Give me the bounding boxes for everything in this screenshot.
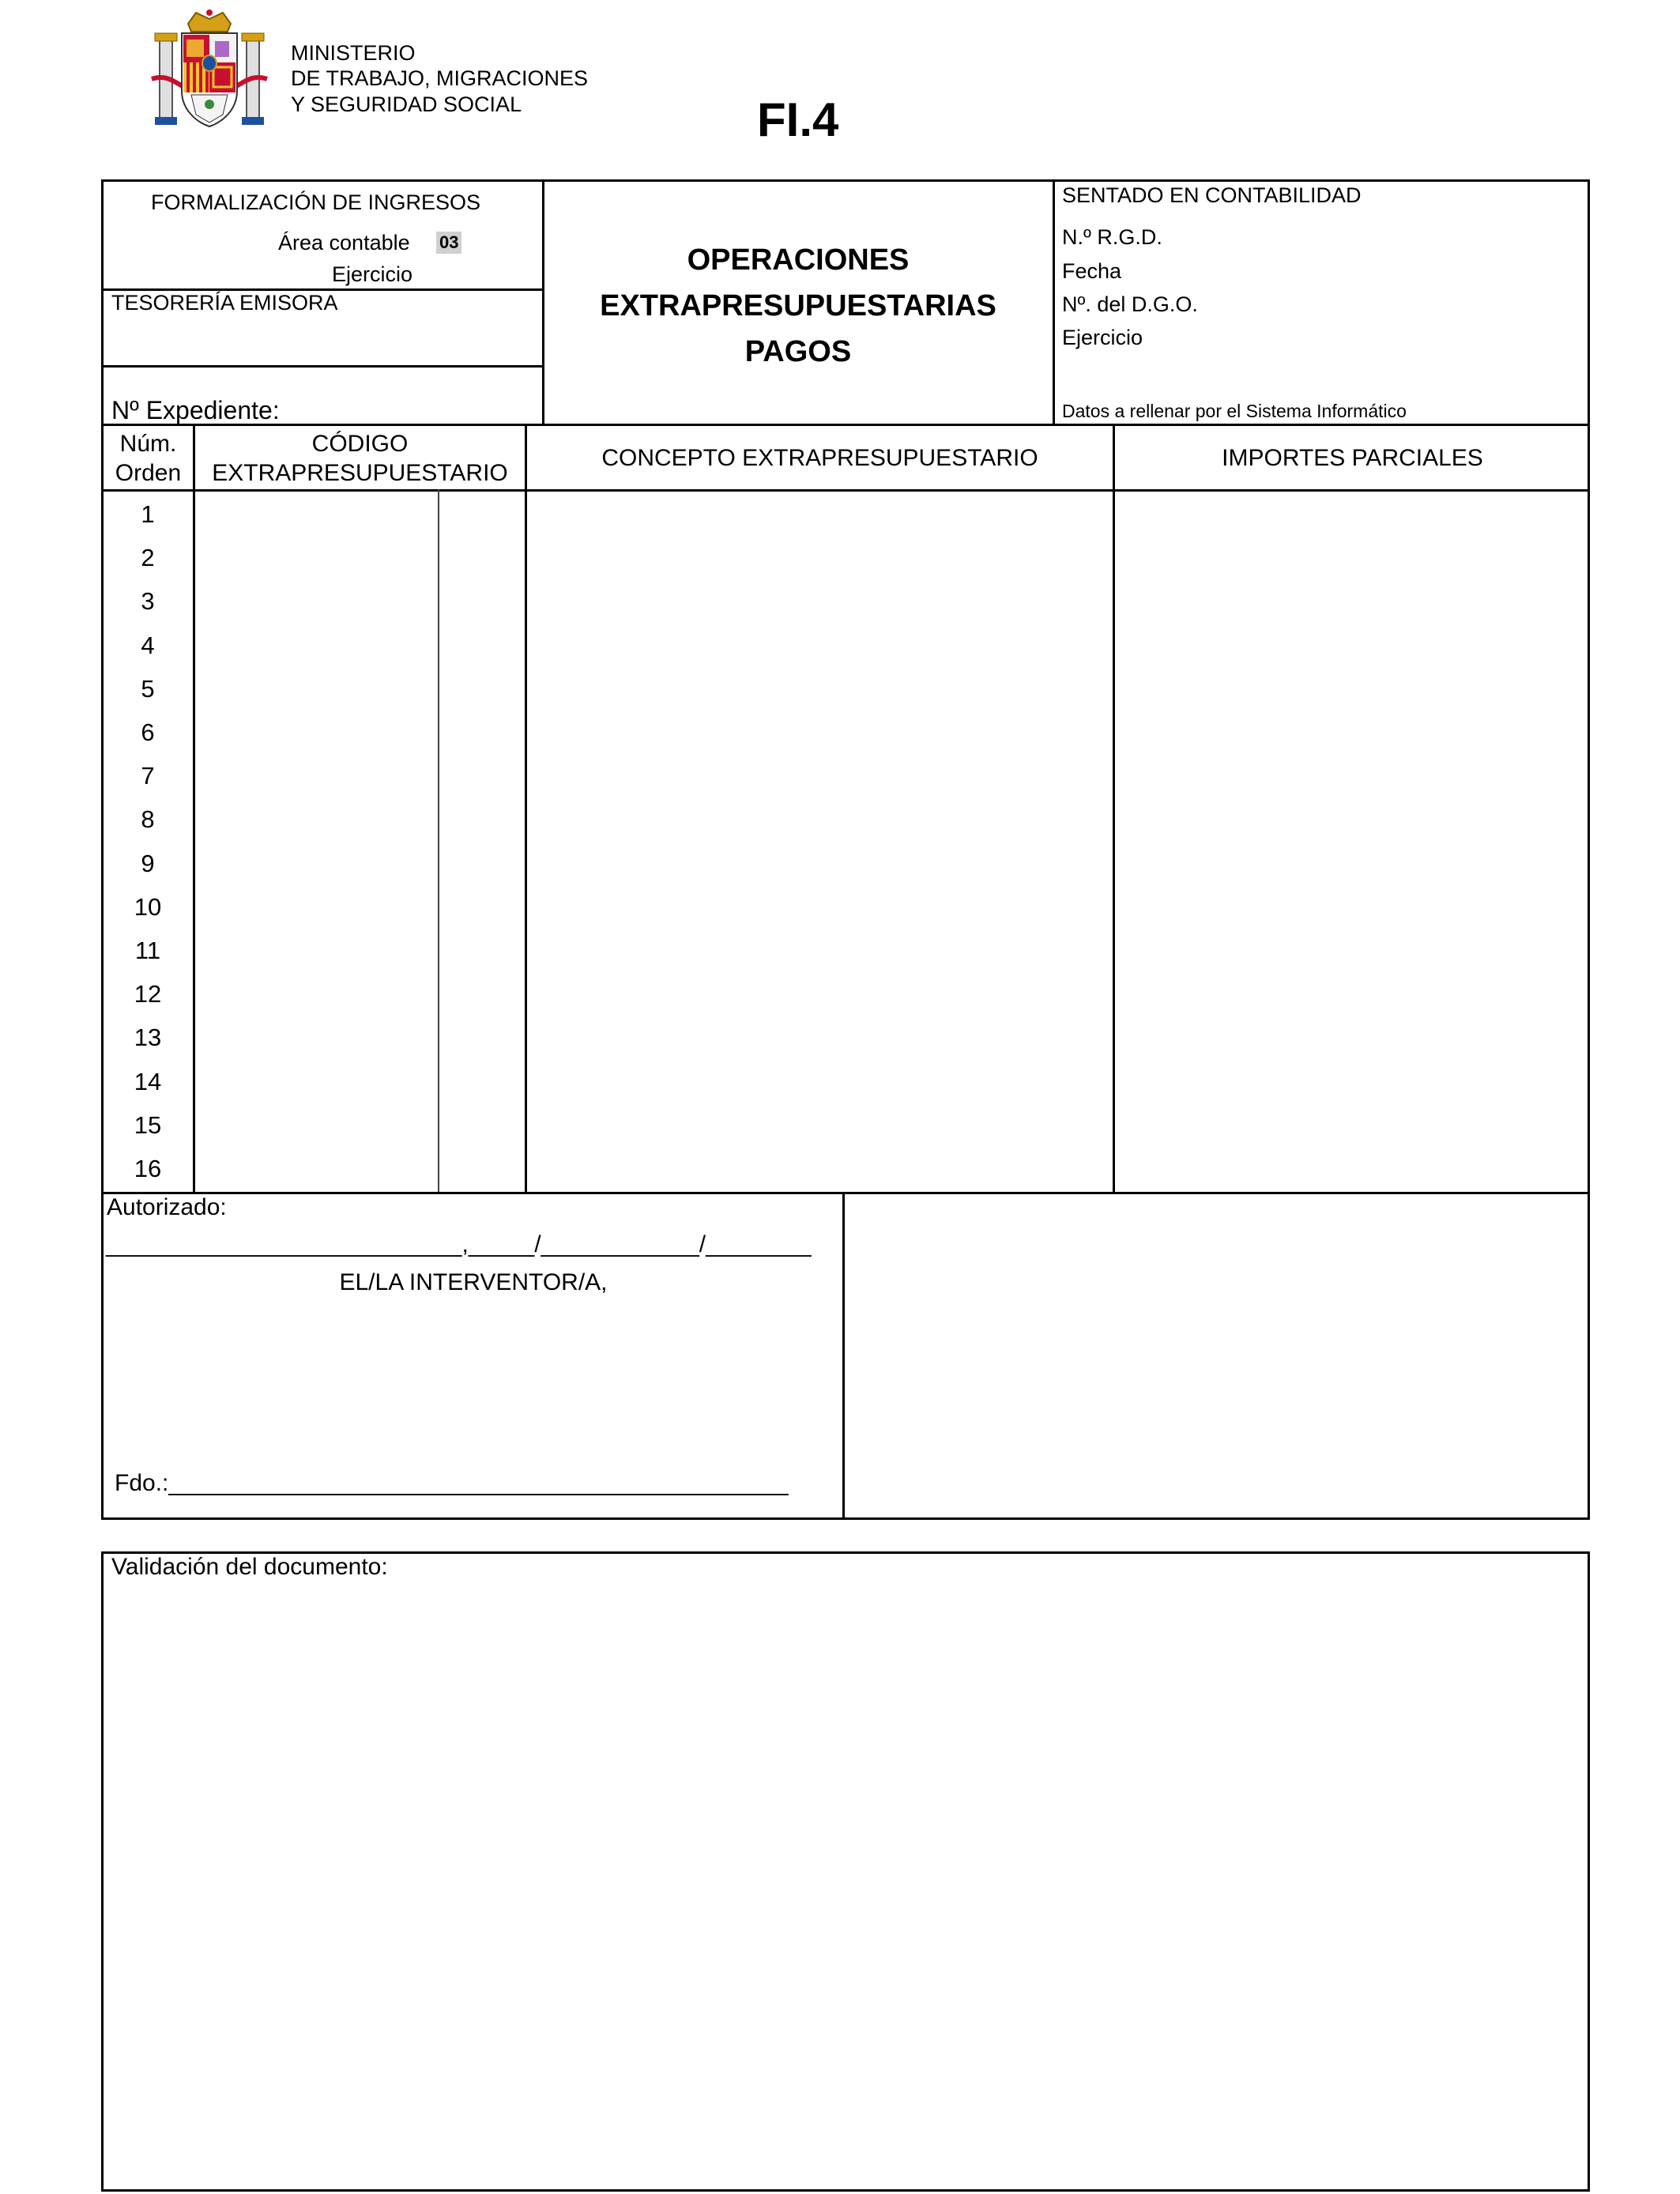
expediente-label: Nº Expediente:: [111, 396, 280, 424]
table-row-number: 12: [134, 980, 162, 1008]
title-line-2: EXTRAPRESUPUESTARIAS: [600, 289, 996, 322]
header-concepto: CONCEPTO EXTRAPRESUPUESTARIO: [601, 445, 1038, 471]
authorization-date-line: ___________________________,_____/____________/________: [106, 1231, 812, 1257]
table-row-number: 6: [141, 718, 155, 746]
top-right-divider: [1053, 179, 1055, 426]
sentado-contabilidad-title: SENTADO EN CONTABILIDAD: [1062, 183, 1362, 207]
area-contable-label: Área contable: [278, 231, 410, 254]
rgd-label: N.º R.G.D.: [1062, 225, 1162, 249]
autorizado-label: Autorizado:: [107, 1194, 227, 1220]
table-row-number: 13: [134, 1023, 162, 1052]
table-col-divider-codigo-split: [438, 489, 439, 1194]
dgo-label: Nº. del D.G.O.: [1062, 292, 1198, 316]
table-col-divider-2: [525, 424, 527, 1194]
entries-table-frame: [101, 424, 1590, 1194]
table-row-number: 2: [141, 544, 155, 572]
authorization-divider: [842, 1192, 845, 1520]
table-row-number: 8: [141, 805, 155, 834]
header-importes: IMPORTES PARCIALES: [1222, 445, 1483, 471]
ministry-line-1: MINISTERIO: [291, 41, 416, 65]
table-row-number: 5: [141, 674, 155, 703]
validation-frame: [101, 1551, 1590, 2192]
table-row-number: 1: [141, 500, 155, 528]
table-row-number: 4: [141, 631, 155, 659]
header-num: Núm.: [119, 431, 177, 457]
table-row-number: 7: [141, 762, 155, 790]
header-codigo: CÓDIGO: [311, 431, 409, 457]
table-row-number: 3: [141, 587, 155, 616]
title-line-1: OPERACIONES: [687, 243, 910, 277]
ministry-line-3: Y SEGURIDAD SOCIAL: [291, 92, 522, 116]
interventor-label: EL/LA INTERVENTOR/A,: [339, 1269, 608, 1295]
area-contable-value: 03: [436, 232, 461, 254]
form-code: FI.4: [757, 93, 839, 146]
ministry-line-2: DE TRABAJO, MIGRACIONES: [291, 66, 589, 90]
ejercicio-label: Ejercicio: [332, 262, 413, 286]
ejercicio-right-label: Ejercicio: [1062, 326, 1143, 349]
left-panel-rule-2: [101, 365, 544, 368]
table-row-number: 15: [134, 1110, 162, 1139]
signature-line: Fdo.:_______________________________________________: [115, 1470, 789, 1496]
header-extrapresupuestario: EXTRAPRESUPUESTARIO: [212, 460, 508, 486]
coat-of-arms-logo: [150, 8, 269, 130]
sistema-informatico-note: Datos a rellenar por el Sistema Informático: [1062, 401, 1407, 421]
table-col-divider-3: [1113, 424, 1115, 1194]
table-row-number: 11: [134, 937, 161, 964]
table-row-number: 16: [134, 1155, 162, 1182]
formalizacion-title: FORMALIZACIÓN DE INGRESOS: [151, 190, 481, 214]
tesoreria-emisora-label: TESORERÍA EMISORA: [111, 291, 338, 315]
table-row-number: 9: [141, 849, 155, 877]
table-header-rule: [101, 489, 1590, 492]
table-row-number: 10: [134, 892, 162, 921]
title-line-3: PAGOS: [744, 335, 852, 368]
fecha-label: Fecha: [1062, 259, 1122, 283]
validacion-label: Validación del documento:: [111, 1554, 388, 1580]
header-orden: Orden: [115, 460, 182, 486]
table-row-number: 14: [134, 1067, 162, 1095]
table-col-divider-1: [193, 424, 195, 1194]
